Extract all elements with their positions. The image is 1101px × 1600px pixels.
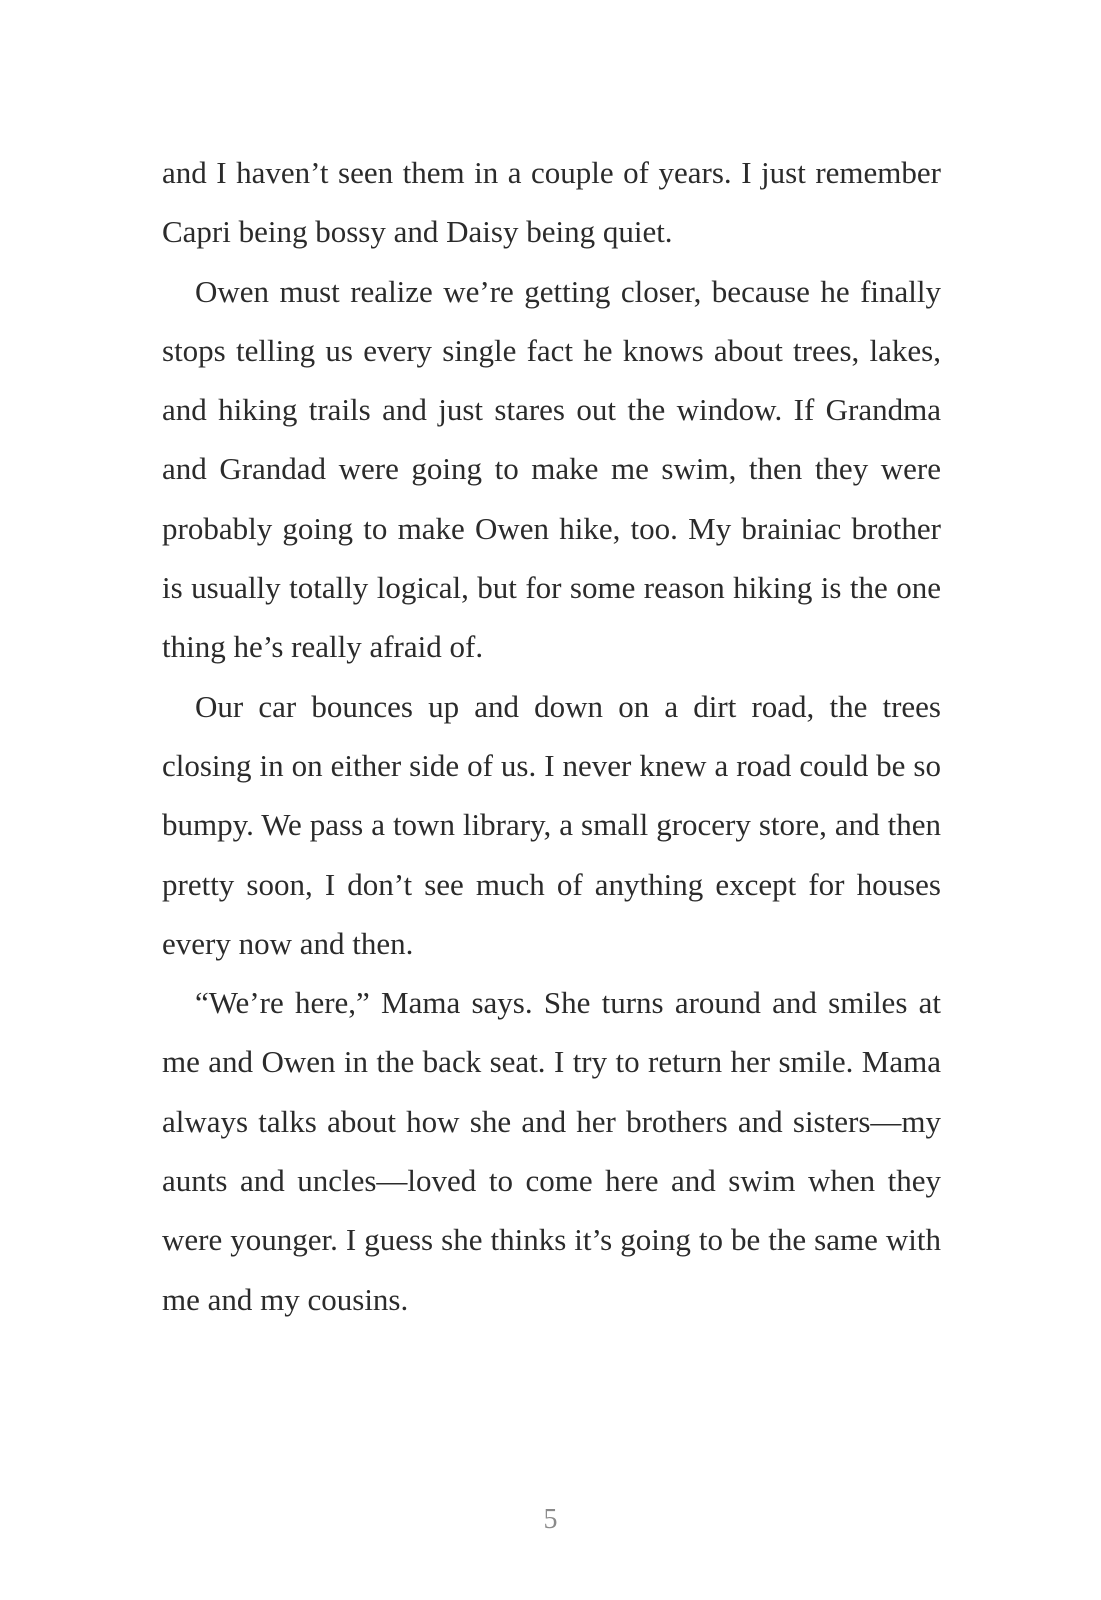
paragraph-2: Owen must realize we’re getting closer, because he finally stops telling us every single fact he knows about trees, lakes, and hiking trails and just stares out the window. If Grandma and Grandad were going to make me swim, then they were probably going to make Owen hike, too. My brainiac brother is usually totally logical, but for some reason hiking is the one thing he’s really afraid of. — [162, 273, 941, 665]
paragraph-4: “We’re here,” Mama says. She turns around and smiles at me and Owen in the back seat. I try to return her smile. Mama always talks about how she and her brothers and sisters—my aunts and uncles—loved to come here and swim when they were younger. I guess she thinks it’s going to be the same with me and my cousins. — [162, 985, 941, 1317]
page-number: 5 — [543, 1504, 558, 1535]
paragraph-1: and I haven’t seen them in a couple of years. I just remember Capri being bossy and Daisy being quiet. — [162, 155, 941, 250]
body-text — [162, 143, 941, 1329]
paragraph-3: Our car bounces up and down on a dirt road, the trees closing in on either side of us. I never knew a road could be so bumpy. We pass a town library, a small grocery store, and then pretty soon, I don’t see much of anything except for houses every now and then. — [162, 688, 941, 961]
